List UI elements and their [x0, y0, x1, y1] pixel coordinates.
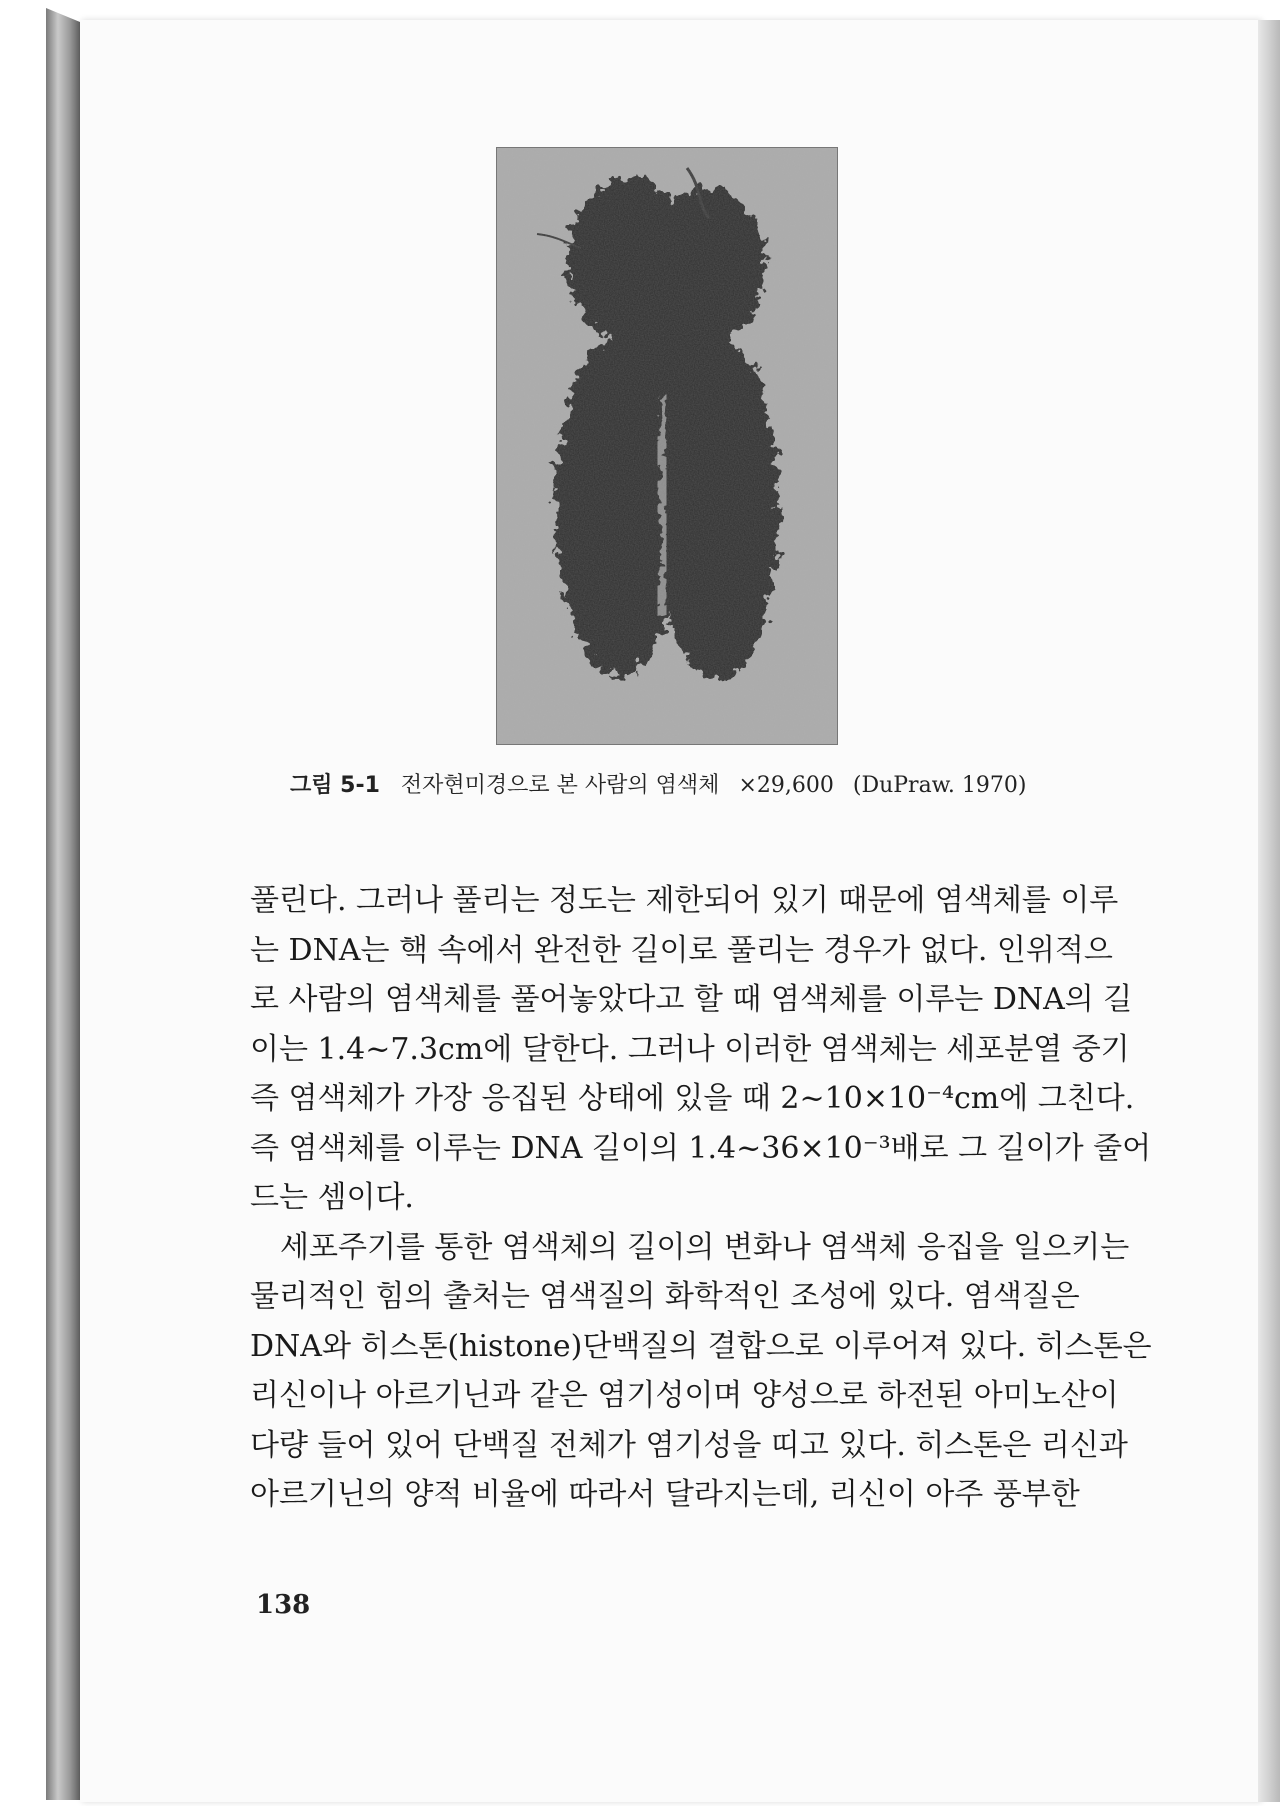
- figure-magnification: ×29,600: [738, 773, 834, 798]
- text-line: 세포주기를 통한 염색체의 길이의 변화나 염색체 응집을 일으키는: [280, 1229, 1130, 1265]
- paragraph-2: [250, 1223, 1152, 1520]
- text-line: 드는 셈이다.: [250, 1180, 414, 1215]
- paragraph-1: [250, 876, 1152, 1223]
- text-line: 풀린다. 그러나 풀리는 정도는 제한되어 있기 때문에 염색체를 이루: [250, 883, 1119, 918]
- text-line: DNA와 히스톤(histone)단백질의 결합으로 이루어져 있다. 히스톤은: [250, 1328, 1152, 1364]
- book-spine: [46, 8, 80, 1800]
- text-line: 는 DNA는 핵 속에서 완전한 길이로 풀리는 경우가 없다. 인위적으: [250, 932, 1113, 968]
- text-line: 물리적인 힘의 출처는 염색질의 화학적인 조성에 있다. 염색질은: [250, 1279, 1080, 1314]
- chromosome-micrograph: [496, 147, 838, 745]
- text-line: 즉 염색체를 이루는 DNA 길이의 1.4~36×10⁻³배로 그 길이가 줄어: [250, 1130, 1152, 1166]
- body-text: [250, 876, 1152, 1520]
- figure-source: (DuPraw. 1970): [852, 773, 1027, 798]
- text-line: 로 사람의 염색체를 풀어놓았다고 할 때 염색체를 이루는 DNA의 길: [250, 982, 1133, 1017]
- page-right-edge: [1258, 20, 1280, 1802]
- text-line: 다량 들어 있어 단백질 전체가 염기성을 띠고 있다. 히스톤은 리신과: [250, 1427, 1128, 1463]
- figure-label: 그림 5-1: [290, 773, 380, 798]
- figure-caption: [290, 768, 1090, 808]
- text-line: 즉 염색체가 가장 응집된 상태에 있을 때 2~10×10⁻⁴cm에 그친다.: [250, 1081, 1135, 1116]
- text-line: 이는 1.4~7.3cm에 달한다. 그러나 이러한 염색체는 세포분열 중기: [250, 1031, 1130, 1067]
- text-line: 아르기닌의 양적 비율에 따라서 달라지는데, 리신이 아주 풍부한: [250, 1477, 1080, 1512]
- page-number: 138: [256, 1590, 311, 1620]
- text-line: 리신이나 아르기닌과 같은 염기성이며 양성으로 하전된 아미노산이: [250, 1378, 1119, 1413]
- figure-caption-text: 전자현미경으로 본 사람의 염색체: [400, 773, 720, 798]
